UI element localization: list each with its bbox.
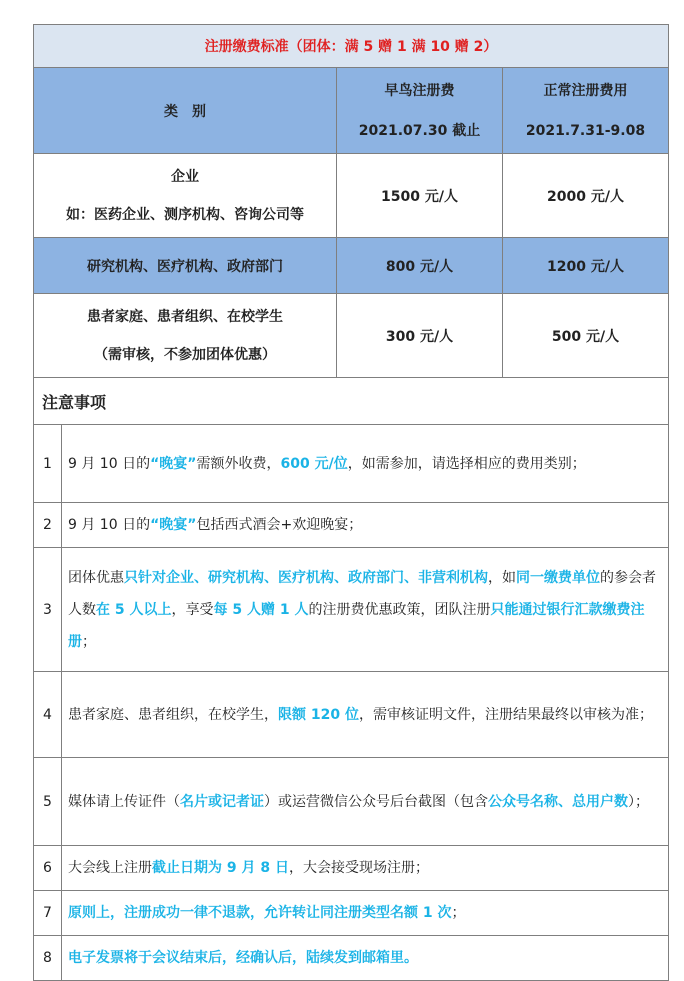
- note-number: 8: [34, 936, 62, 981]
- note-text: [62, 936, 669, 981]
- note-highlight: 同一缴费单位: [516, 569, 600, 586]
- header-category-label: 类 别: [164, 103, 206, 120]
- category-line1: 患者家庭、患者组织、在校学生: [87, 308, 283, 325]
- header-normal-date: 2021.7.31-9.08: [525, 122, 646, 139]
- fee-normal: 1200 元/人: [503, 238, 669, 294]
- note-row: [34, 503, 669, 548]
- note-segment: ，如: [488, 569, 516, 586]
- note-segment: ；: [82, 633, 96, 650]
- note-row: [34, 891, 669, 936]
- category-line1: 企业: [171, 168, 199, 185]
- note-text: [62, 548, 669, 672]
- note-highlight: 名片或记者证: [180, 793, 264, 810]
- note-text: [62, 891, 669, 936]
- header-normal-label: 正常注册费用: [543, 82, 628, 99]
- note-highlight: 原则上，注册成功一律不退款，允许转让同注册类型名额 1 次: [68, 905, 452, 921]
- category-line2: 如：医药企业、测序机构、咨询公司等: [66, 206, 304, 223]
- note-segment: ；: [451, 905, 466, 921]
- fee-early: 1500 元/人: [337, 154, 503, 238]
- note-segment: ，享受: [171, 601, 214, 618]
- notes-heading-row: [34, 378, 669, 425]
- fee-normal: 500 元/人: [503, 294, 669, 378]
- note-row: [34, 425, 669, 503]
- fee-row-enterprise: [34, 154, 669, 238]
- notes-heading: 注意事项: [34, 378, 669, 425]
- note-number: 7: [34, 891, 62, 936]
- note-highlight: 只针对企业、研究机构、医疗机构、政府部门、非营利机构: [124, 569, 488, 586]
- fee-normal: 2000 元/人: [503, 154, 669, 238]
- header-early-label: 早鸟注册费: [384, 82, 455, 99]
- fee-row-category: [34, 294, 337, 378]
- note-segment: 9 月 10 日的: [68, 517, 151, 533]
- fee-row-category: [34, 154, 337, 238]
- header-row: [34, 68, 669, 154]
- note-text: [62, 758, 669, 846]
- note-number: 6: [34, 846, 62, 891]
- header-normal: [503, 68, 669, 154]
- note-text: [62, 672, 669, 758]
- category-line2: （需审核，不参加团体优惠）: [94, 346, 276, 363]
- note-row: [34, 548, 669, 672]
- note-segment: 包括西式酒会+欢迎晚宴；: [196, 517, 363, 533]
- note-segment: 大会线上注册: [68, 860, 152, 876]
- note-highlight: 限额 120 位: [278, 706, 359, 723]
- note-highlight: “晚宴”: [150, 455, 197, 472]
- note-number: 2: [34, 503, 62, 548]
- note-highlight: 只能通过银行汇款缴费注册: [68, 601, 645, 650]
- note-segment: 的注册费优惠政策，团队注册: [308, 601, 491, 618]
- note-highlight: 截止日期为 9 月 8 日: [152, 860, 289, 876]
- note-number: 1: [34, 425, 62, 503]
- note-segment: ，大会接受现场注册；: [288, 860, 429, 876]
- note-highlight: 在 5 人以上: [96, 601, 172, 618]
- note-segment: 团体优惠: [68, 569, 124, 586]
- note-row: [34, 758, 669, 846]
- note-segment: 9 月 10 日的: [68, 455, 151, 472]
- note-highlight: “晚宴”: [150, 517, 197, 533]
- fee-row-research: [34, 238, 669, 294]
- header-early: [337, 68, 503, 154]
- note-row: [34, 672, 669, 758]
- fee-early: 300 元/人: [337, 294, 503, 378]
- header-early-date: 2021.07.30 截止: [358, 122, 481, 139]
- note-highlight: 公众号名称、总用户数: [488, 793, 628, 810]
- note-number: 5: [34, 758, 62, 846]
- note-highlight: 每 5 人赠 1 人: [213, 601, 309, 618]
- note-number: 4: [34, 672, 62, 758]
- fee-row-category: 研究机构、医疗机构、政府部门: [34, 238, 337, 294]
- fee-early: 800 元/人: [337, 238, 503, 294]
- title-row: [34, 25, 669, 68]
- table-title: 注册缴费标准（团体：满 5 赠 1 满 10 赠 2）: [34, 25, 669, 68]
- note-segment: 媒体请上传证件（: [68, 793, 180, 810]
- note-row: [34, 846, 669, 891]
- note-row: [34, 936, 669, 981]
- note-text: [62, 846, 669, 891]
- note-highlight: 电子发票将于会议结束后，经确认后，陆续发到邮箱里。: [68, 950, 418, 966]
- note-highlight: 600 元/位: [280, 455, 348, 472]
- note-segment: ）或运营微信公众号后台截图（包含: [264, 793, 488, 810]
- note-number: 3: [34, 548, 62, 672]
- note-segment: ，需审核证明文件，注册结果最终以审核为准；: [358, 706, 653, 723]
- registration-fee-document: [33, 24, 668, 981]
- fee-table: [33, 24, 669, 981]
- note-segment: 的参会者人数: [68, 569, 656, 618]
- fee-row-patient: [34, 294, 669, 378]
- note-text: [62, 503, 669, 548]
- note-segment: ，如需参加，请选择相应的费用类别；: [347, 455, 586, 472]
- note-segment: ）；: [628, 793, 649, 810]
- note-text: [62, 425, 669, 503]
- note-segment: 患者家庭、患者组织，在校学生，: [68, 706, 278, 723]
- header-category: [34, 68, 337, 154]
- note-segment: 需额外收费，: [196, 455, 281, 472]
